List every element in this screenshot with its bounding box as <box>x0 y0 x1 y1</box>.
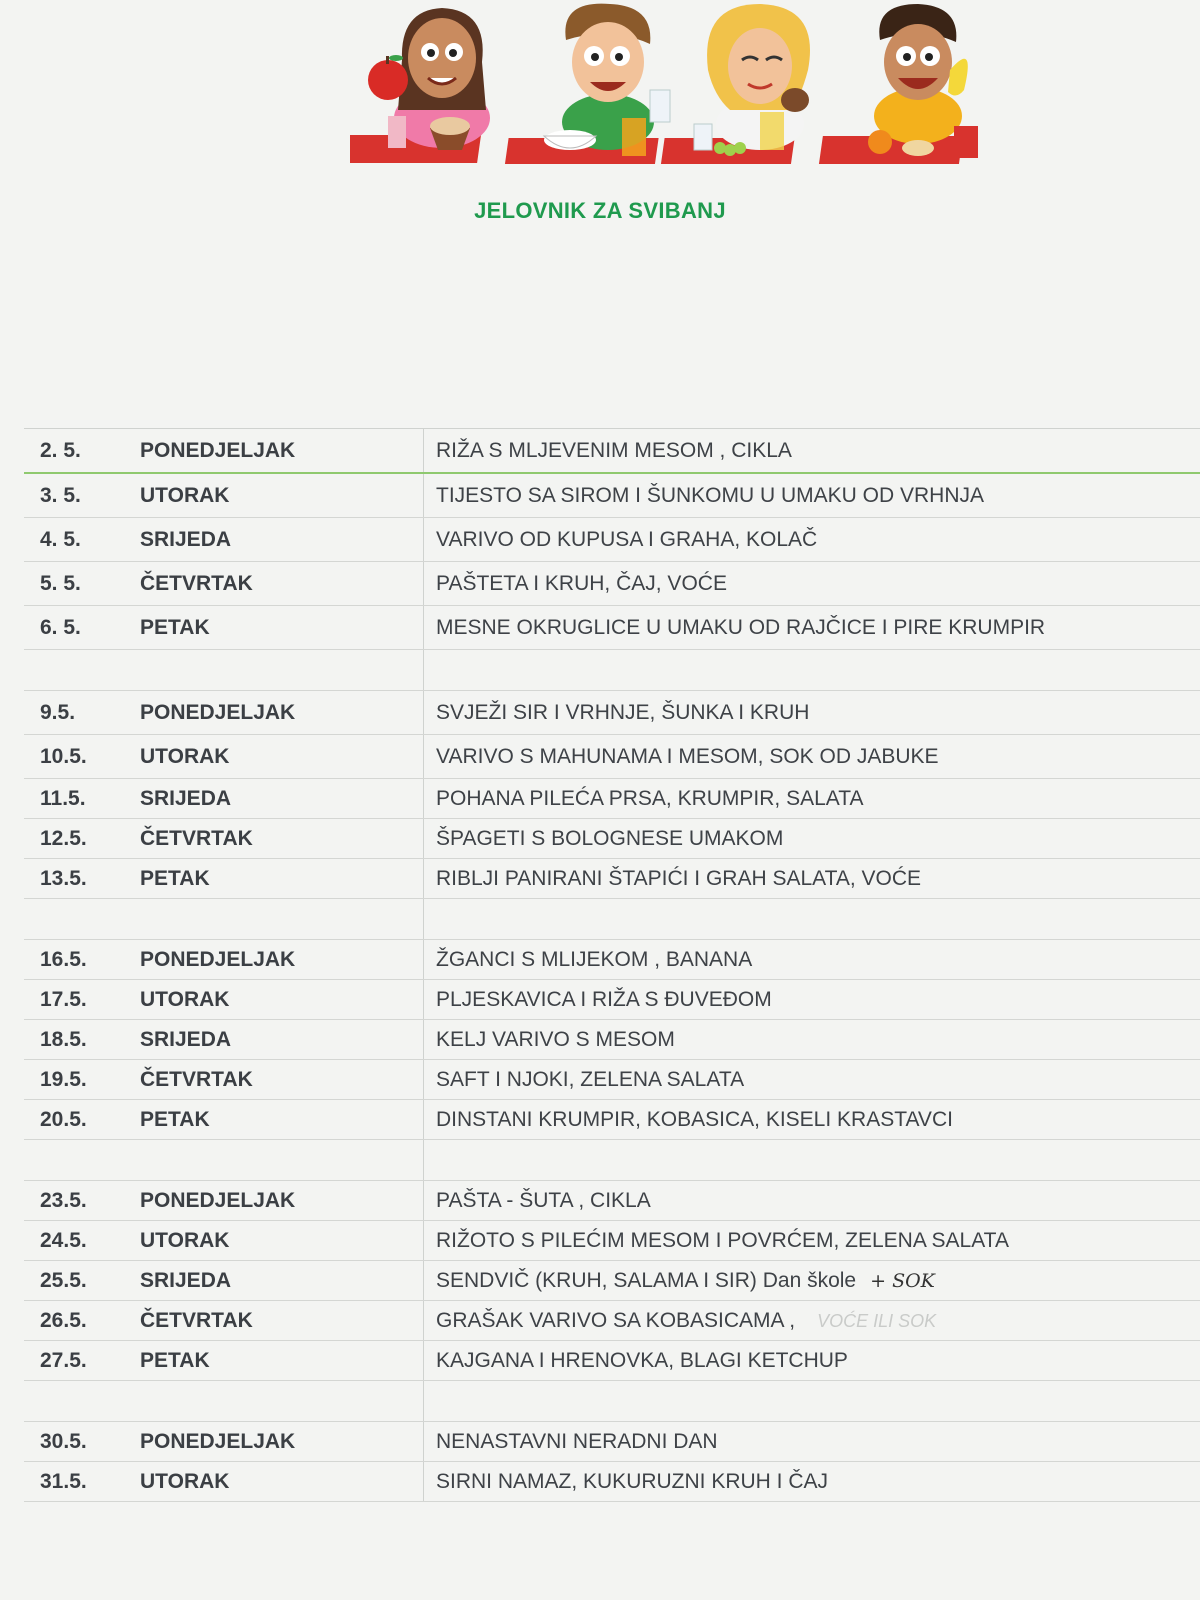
row-day: ČETVRTAK <box>140 826 253 850</box>
page-title: JELOVNIK ZA SVIBANJ <box>474 198 726 223</box>
row-day: UTORAK <box>140 1469 230 1493</box>
spacer-row <box>24 1140 1200 1181</box>
row-date: 20.5. <box>40 1107 87 1131</box>
row-meal: VARIVO OD KUPUSA I GRAHA, KOLAČ <box>436 527 818 551</box>
row-meal: DINSTANI KRUMPIR, KOBASICA, KISELI KRASTAVCI <box>436 1107 953 1131</box>
row-day: ČETVRTAK <box>140 571 253 595</box>
row-day: PONEDJELJAK <box>140 1429 296 1453</box>
row-meal: SVJEŽI SIR I VRHNJE, ŠUNKA I KRUH <box>436 700 810 724</box>
boy-with-banana-icon <box>819 4 978 164</box>
row-date: 19.5. <box>40 1067 87 1091</box>
table-row <box>24 735 1200 779</box>
table-row <box>24 1020 1200 1060</box>
row-meal: ŽGANCI S MLIJEKOM , BANANA <box>436 947 753 971</box>
kids-eating-illustration <box>350 0 1000 175</box>
girl-with-drink-icon <box>661 4 810 164</box>
row-meal: GRAŠAK VARIVO SA KOBASICAMA , <box>436 1308 796 1332</box>
row-date: 16.5. <box>40 947 87 971</box>
table-row <box>24 1181 1200 1221</box>
row-date: 31.5. <box>40 1469 87 1493</box>
row-meal: KAJGANA I HRENOVKA, BLAGI KETCHUP <box>436 1348 848 1372</box>
row-date: 17.5. <box>40 987 87 1011</box>
table-row <box>24 606 1200 650</box>
table-row <box>24 940 1200 980</box>
row-date: 23.5. <box>40 1188 87 1212</box>
boy-with-bowl-icon <box>505 4 670 164</box>
row-date: 9.5. <box>40 700 76 724</box>
row-meal: MESNE OKRUGLICE U UMAKU OD RAJČICE I PIRE KRUMPIR <box>436 615 1046 639</box>
row-meal: RIŽOTO S PILEĆIM MESOM I POVRĆEM, ZELENA SALATA <box>436 1228 1009 1252</box>
table-row <box>24 980 1200 1020</box>
row-meal: SAFT I NJOKI, ZELENA SALATA <box>436 1067 745 1091</box>
row-date: 2. 5. <box>40 438 81 462</box>
row-meal: NENASTAVNI NERADNI DAN <box>436 1429 718 1453</box>
row-date: 4. 5. <box>40 527 81 551</box>
table-row <box>24 691 1200 735</box>
table-row <box>24 1301 1200 1341</box>
row-date: 11.5. <box>40 786 86 810</box>
row-day: UTORAK <box>140 744 230 768</box>
spacer-row <box>24 650 1200 691</box>
row-day: PONEDJELJAK <box>140 947 296 971</box>
row-date: 6. 5. <box>40 615 81 639</box>
girl-with-apple-icon <box>350 8 490 163</box>
table-row <box>24 819 1200 859</box>
row-day: UTORAK <box>140 987 230 1011</box>
row-meal: SENDVIČ (KRUH, SALAMA I SIR) Dan škole <box>436 1268 857 1292</box>
row-meal: PLJESKAVICA I RIŽA S ĐUVEĐOM <box>436 987 772 1011</box>
row-day: PETAK <box>140 866 210 890</box>
row-day: PONEDJELJAK <box>140 438 296 462</box>
table-row <box>24 1341 1200 1381</box>
row-date: 10.5. <box>40 744 87 768</box>
row-date: 30.5. <box>40 1429 87 1453</box>
row-meal: ŠPAGETI S BOLOGNESE UMAKOM <box>436 826 784 850</box>
row-date: 18.5. <box>40 1027 87 1051</box>
table-row <box>24 429 1200 474</box>
row-date: 27.5. <box>40 1348 87 1372</box>
row-date: 5. 5. <box>40 571 81 595</box>
row-date: 25.5. <box>40 1268 87 1292</box>
table-row <box>24 1060 1200 1100</box>
table-row <box>24 859 1200 899</box>
handwritten-note: + SOK <box>870 1269 935 1292</box>
table-row <box>24 779 1200 819</box>
table-row <box>24 1100 1200 1140</box>
row-day: PETAK <box>140 615 210 639</box>
row-day: ČETVRTAK <box>140 1067 253 1091</box>
row-meal: RIBLJI PANIRANI ŠTAPIĆI I GRAH SALATA, VOĆE <box>436 866 922 890</box>
row-date: 12.5. <box>40 826 87 850</box>
row-date: 24.5. <box>40 1228 87 1252</box>
table-row <box>24 1221 1200 1261</box>
row-day: PONEDJELJAK <box>140 1188 296 1212</box>
row-date: 13.5. <box>40 866 87 890</box>
row-day: UTORAK <box>140 483 230 507</box>
row-meal: RIŽA S MLJEVENIM MESOM , CIKLA <box>436 438 792 462</box>
row-day: SRIJEDA <box>140 1027 232 1051</box>
row-day: SRIJEDA <box>140 786 232 810</box>
row-meal: PAŠTETA I KRUH, ČAJ, VOĆE <box>436 571 727 595</box>
table-row <box>24 1422 1200 1462</box>
spacer-row <box>24 899 1200 940</box>
table-row <box>24 1261 1200 1301</box>
row-meal: VARIVO S MAHUNAMA I MESOM, SOK OD JABUKE <box>436 744 939 768</box>
spacer-row <box>24 1381 1200 1422</box>
row-day: ČETVRTAK <box>140 1308 253 1332</box>
table-row <box>24 474 1200 518</box>
row-day: SRIJEDA <box>140 1268 232 1292</box>
row-day: PETAK <box>140 1107 210 1131</box>
row-day: PETAK <box>140 1348 210 1372</box>
table-row <box>24 518 1200 562</box>
row-meal: POHANA PILEĆA PRSA, KRUMPIR, SALATA <box>436 786 864 810</box>
row-date: 3. 5. <box>40 483 81 507</box>
row-meal: PAŠTA - ŠUTA , CIKLA <box>436 1188 651 1212</box>
faint-handwritten-note: VOĆE ILI SOK <box>817 1310 937 1331</box>
menu-table <box>24 428 1200 1502</box>
row-date: 26.5. <box>40 1308 87 1332</box>
table-row <box>24 1462 1200 1502</box>
table-row <box>24 562 1200 606</box>
row-meal: KELJ VARIVO S MESOM <box>436 1027 675 1051</box>
row-meal: SIRNI NAMAZ, KUKURUZNI KRUH I ČAJ <box>436 1469 829 1493</box>
row-meal: TIJESTO SA SIROM I ŠUNKOMU U UMAKU OD VRHNJA <box>436 483 985 507</box>
row-day: UTORAK <box>140 1228 230 1252</box>
row-day: PONEDJELJAK <box>140 700 296 724</box>
row-day: SRIJEDA <box>140 527 232 551</box>
